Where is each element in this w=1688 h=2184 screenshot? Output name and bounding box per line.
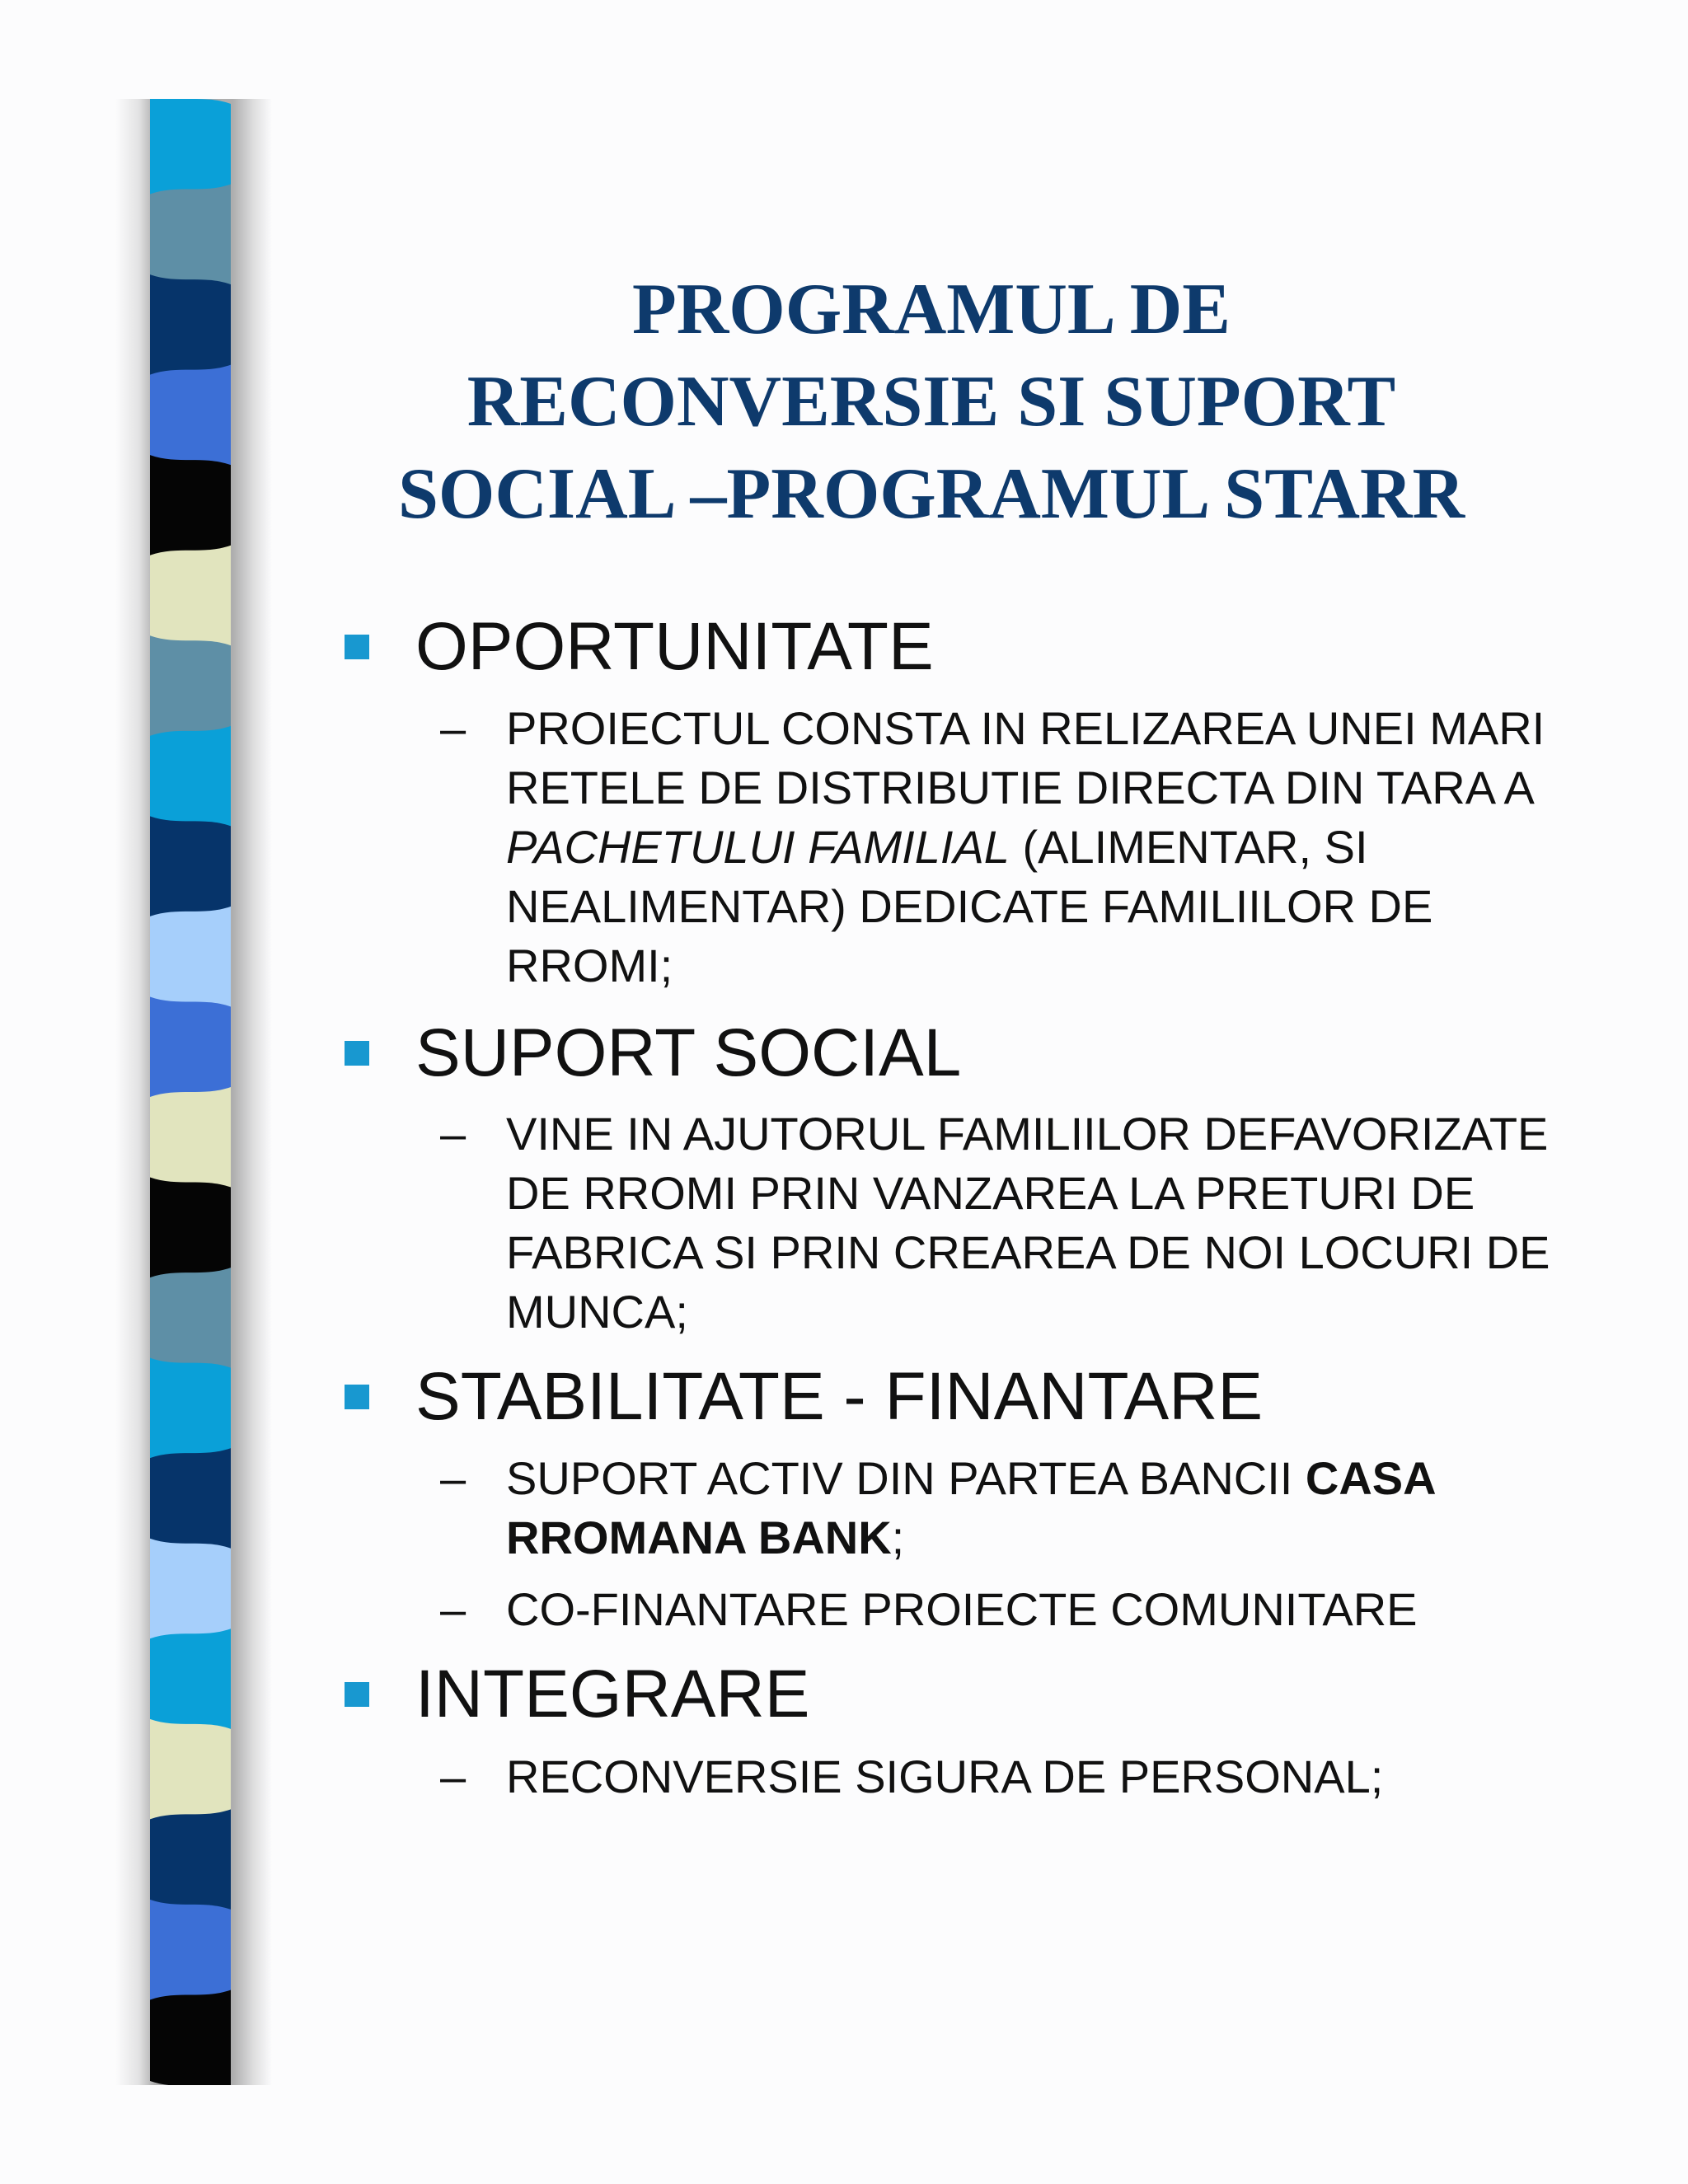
stripe-block	[150, 816, 231, 917]
bullet-oportunitate	[345, 606, 934, 688]
stripe-block	[150, 1358, 231, 1460]
stripe-bar	[150, 99, 231, 2085]
stripe-block	[150, 1539, 231, 1640]
dash-marker: –	[440, 1750, 467, 1802]
title-line-1: PROGRAMUL DE	[632, 269, 1231, 349]
decorative-stripe	[115, 99, 272, 2085]
stripe-graphic	[150, 99, 231, 2085]
title-line-3: SOCIAL –PROGRAMUL STARR	[397, 454, 1465, 534]
square-bullet-icon	[345, 1682, 369, 1707]
stripe-block	[150, 365, 231, 466]
stripe-block	[150, 1990, 231, 2085]
bullet-heading: STABILITATE - FINANTARE	[415, 1359, 1264, 1434]
bullet-suport-social	[345, 1012, 961, 1094]
dash-marker: –	[440, 1583, 467, 1635]
sub-item-text-part: ;	[891, 1511, 905, 1563]
sub-item	[440, 1747, 1611, 1807]
sub-item-italic: PACHETULUI FAMILIAL	[506, 821, 1010, 873]
sub-item	[440, 1104, 1611, 1342]
sub-item	[440, 1580, 1611, 1639]
stripe-block	[150, 1178, 231, 1279]
sub-item-bold: CASA RROMANA BANK	[506, 1452, 1435, 1563]
sub-item	[440, 1449, 1611, 1568]
stripe-block	[150, 1629, 231, 1730]
stripe-block	[150, 996, 231, 1098]
sub-item-text: CO-FINANTARE PROIECTE COMUNITARE	[506, 1583, 1418, 1635]
stripe-block	[150, 1448, 231, 1549]
bullet-heading: OPORTUNITATE	[415, 609, 934, 684]
stripe-block	[150, 1900, 231, 2001]
stripe-block	[150, 1268, 231, 1369]
square-bullet-icon	[345, 1041, 369, 1066]
stripe-block	[150, 546, 231, 647]
dash-marker: –	[440, 1452, 467, 1504]
bullet-integrare	[345, 1653, 809, 1736]
stripe-block	[150, 1809, 231, 1910]
square-bullet-icon	[345, 1385, 369, 1409]
stripe-block	[150, 726, 231, 827]
sub-item	[440, 699, 1611, 996]
square-bullet-icon	[345, 635, 369, 659]
sub-item-text	[506, 699, 1611, 996]
dash-marker: –	[440, 1108, 467, 1160]
bullet-stabilitate-finantare	[345, 1356, 1263, 1438]
dash-marker: –	[440, 702, 467, 754]
stripe-block	[150, 1087, 231, 1188]
stripe-block	[150, 274, 231, 376]
sub-item-text: RECONVERSIE SIGURA DE PERSONAL;	[506, 1750, 1384, 1802]
stripe-block	[150, 455, 231, 556]
slide-title	[313, 264, 1550, 541]
sub-item-text	[506, 1449, 1611, 1568]
stripe-block	[150, 635, 231, 737]
sub-item-text-part: SUPORT ACTIV DIN PARTEA BANCII	[506, 1452, 1306, 1504]
stripe-block	[150, 185, 231, 286]
sub-item-text-part: PROIECTUL CONSTA IN RELIZAREA UNEI MARI RETELE DE DISTRIBUTIE DIRECTA DIN TARA A	[506, 702, 1545, 813]
bullet-heading: INTEGRARE	[415, 1657, 810, 1732]
sub-item-text: VINE IN AJUTORUL FAMILIILOR DEFAVORIZATE DE RROMI PRIN VANZAREA LA PRETURI DE FABRICA SI PRIN CREAREA DE NOI LOCURI DE MUNCA;	[506, 1108, 1550, 1338]
title-line-2: RECONVERSIE SI SUPORT	[467, 362, 1396, 442]
stripe-block	[150, 99, 231, 195]
stripe-block	[150, 1719, 231, 1821]
stripe-block	[150, 907, 231, 1008]
bullet-heading: SUPORT SOCIAL	[415, 1015, 962, 1090]
sub-item-text-part: (ALIMENTAR, SI NEALIMENTAR) DEDICATE FAMILIILOR DE RROMI;	[506, 821, 1433, 991]
